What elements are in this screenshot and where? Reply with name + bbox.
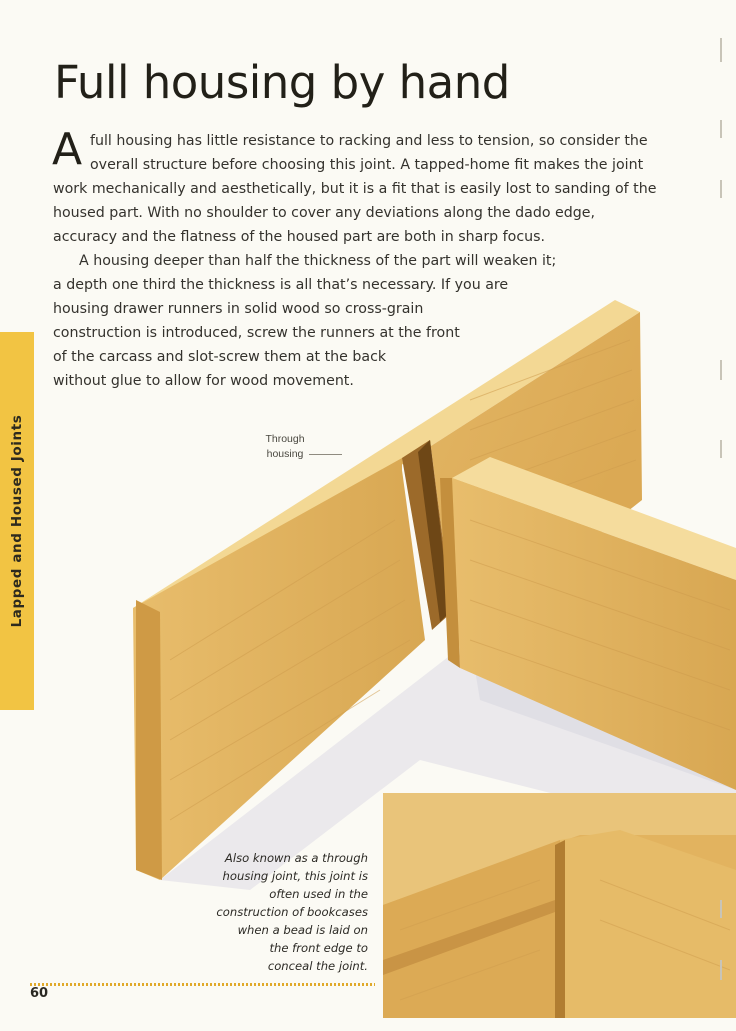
body-line: housed part. With no shoulder to cover any deviations along the dado edge, <box>53 205 596 221</box>
body-line: construction is introduced, screw the runners at the front <box>53 325 460 341</box>
body-line: full housing has little resistance to racking and less to tension, so consider the <box>90 133 648 149</box>
binding-holes <box>716 0 736 1031</box>
chapter-side-tab-label: Lapped and Housed Joints <box>9 414 25 628</box>
body-line: overall structure before choosing this joint. A tapped-home fit makes the joint <box>90 157 644 173</box>
page-title: Full housing by hand <box>54 56 510 109</box>
page-number: 60 <box>30 986 49 1001</box>
body-line: work mechanically and aesthetically, but it is a fit that is easily lost to sanding of the <box>53 181 657 197</box>
bookcase-detail-image <box>383 793 736 1018</box>
body-line: of the carcass and slot-screw them at the back <box>53 349 387 365</box>
callout-line: housing <box>266 448 304 460</box>
body-line: a depth one third the thickness is all that’s necessary. If you are <box>53 277 509 293</box>
caption-line: construction of bookcases <box>216 905 368 919</box>
caption-line: when a bead is laid on <box>237 923 368 937</box>
caption-line: Also known as a through <box>224 851 368 865</box>
caption-line: conceal the joint. <box>267 959 368 973</box>
caption-line: often used in the <box>269 887 368 901</box>
body-line: accuracy and the flatness of the housed part are both in sharp focus. <box>53 229 546 245</box>
image-caption <box>190 849 368 975</box>
through-housing-callout <box>255 432 315 462</box>
body-line: without glue to allow for wood movement. <box>53 373 354 389</box>
caption-line: the front edge to <box>269 941 368 955</box>
body-line: A housing deeper than half the thickness of the part will weaken it; <box>79 253 557 269</box>
drop-cap: A <box>52 124 83 175</box>
callout-leader-line <box>309 454 342 455</box>
callout-line: Through <box>265 433 305 445</box>
body-line: housing drawer runners in solid wood so cross-grain <box>53 301 424 317</box>
footer-dotted-rule <box>30 983 375 986</box>
caption-line: housing joint, this joint is <box>222 869 368 883</box>
